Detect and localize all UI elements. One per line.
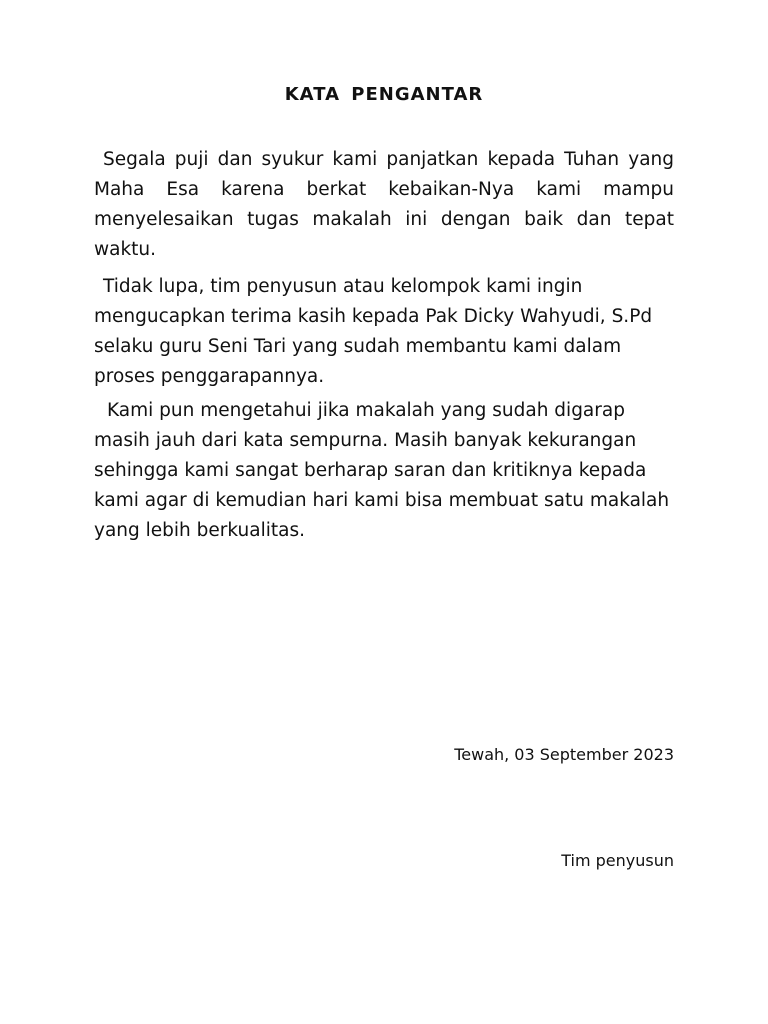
paragraph-3: Kami pun mengetahui jika makalah yang sudah digarap masih jauh dari kata sempurna. Masih banyak kekurangan sehingga kami sangat berharap saran dan kritiknya kepada kami agar di kemudian hari kami bisa membuat satu makalah yang lebih berkualitas.	[94, 400, 670, 541]
page-title: KATA PENGANTAR	[284, 84, 484, 105]
signer: Tim penyusun	[561, 851, 674, 870]
paragraph-1: Segala puji dan syukur kami panjatkan kepada Tuhan yang Maha Esa karena berkat kebaikan-Nya kami mampu menyelesaikan tugas makalah ini dengan baik dan tepat waktu.	[94, 149, 674, 260]
paragraph-2: Tidak lupa, tim penyusun atau kelompok kami ingin mengucapkan terima kasih kepada Pak Dicky Wahyudi, S.Pd selaku guru Seni Tari yang sudah membantu kami dalam proses penggarapannya.	[94, 276, 653, 387]
place-date: Tewah, 03 September 2023	[454, 745, 674, 764]
